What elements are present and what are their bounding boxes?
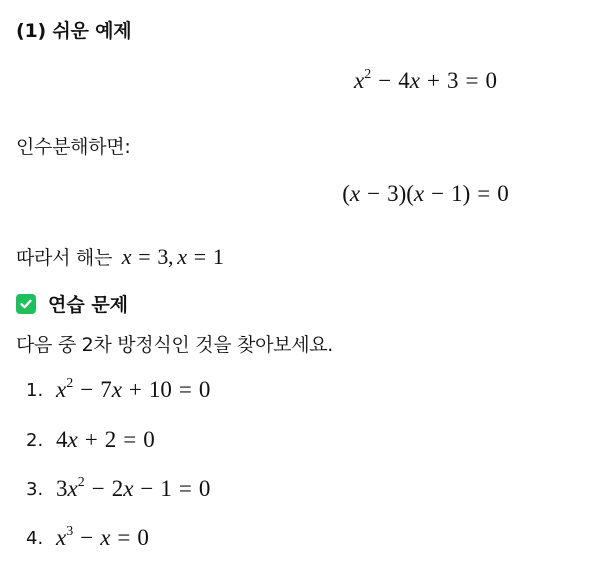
list-item-expression: $x^2 - 7x + 10 = 0$ bbox=[56, 376, 211, 402]
check-box-icon bbox=[16, 294, 36, 314]
list-item bbox=[26, 518, 149, 558]
solution-text: 따라서 해는 bbox=[16, 247, 113, 269]
equation-display-1: $x^2 - 4x + 3 = 0$ bbox=[354, 67, 497, 93]
list-item-expression: 4x + 2 = 0 bbox=[56, 427, 155, 452]
factor-intro-text: 인수분해하면: bbox=[16, 136, 131, 158]
solution-math: x = 3, x = 1 bbox=[121, 244, 224, 269]
list-item-number: 4. bbox=[26, 527, 44, 549]
section-heading: (1) 쉬운 예제 bbox=[16, 20, 132, 42]
list-item-expression: $3x^2 - 2x - 1 = 0$ bbox=[56, 475, 211, 501]
practice-heading bbox=[16, 290, 128, 317]
list-item-number: 2. bbox=[26, 429, 44, 451]
equation-display-2: (x − 3)(x − 1) = 0 bbox=[342, 181, 509, 206]
practice-prompt: 다음 중 2차 방정식인 것을 찾아보세요. bbox=[16, 334, 334, 356]
list-item bbox=[26, 469, 210, 509]
list-item-number: 1. bbox=[26, 379, 44, 401]
list-item bbox=[26, 420, 155, 460]
list-item-number: 3. bbox=[26, 478, 44, 500]
list-item bbox=[26, 370, 210, 410]
practice-title: 연습 문제 bbox=[48, 294, 129, 316]
list-item-expression: $x^3 - x = 0$ bbox=[56, 524, 149, 550]
solution-line bbox=[16, 243, 224, 270]
